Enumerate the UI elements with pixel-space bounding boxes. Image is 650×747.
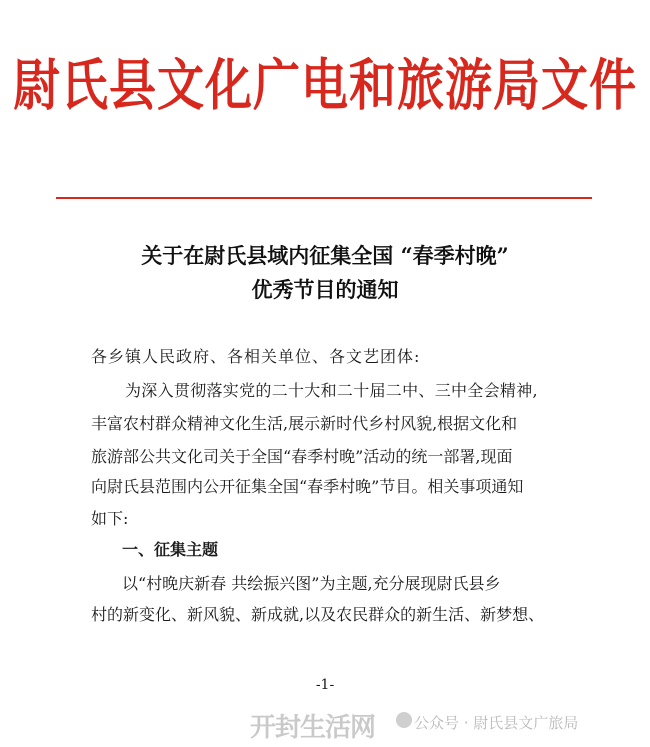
red-divider-rule	[56, 197, 592, 199]
org-header-title: 尉氏县文化广电和旅游局文件	[13, 53, 637, 119]
salutation: 各乡镇人民政府、各相关单位、各文艺团体:	[91, 347, 421, 366]
paragraph-2-line-1: 以“村晚庆新春 共绘振兴图”为主题,充分展现尉氏县乡	[122, 574, 501, 593]
paragraph-1-line-1: 为深入贯彻落实党的二十大和二十届二中、三中全会精神,	[125, 381, 538, 400]
watermark-left: 开封生活网	[250, 713, 376, 743]
wechat-logo-icon	[396, 712, 412, 728]
paragraph-1-line-5: 如下:	[91, 509, 129, 528]
watermark-right: 公众号 · 尉氏县文广旅局	[414, 714, 579, 732]
document-title-line-2: 优秀节目的通知	[251, 277, 399, 302]
paragraph-1-line-4: 向尉氏县范围内公开征集全国“春季村晚”节目。相关事项通知	[91, 477, 524, 496]
paragraph-1-line-2: 丰富农村群众精神文化生活,展示新时代乡村风貌,根据文化和	[91, 414, 518, 433]
paragraph-2-line-2: 村的新变化、新风貌、新成就,以及农民群众的新生活、新梦想、	[91, 605, 545, 624]
document-title-line-1: 关于在尉氏县域内征集全国 “春季村晚”	[141, 243, 509, 268]
paragraph-1-line-3: 旅游部公共文化司关于全国“春季村晚”活动的统一部署,现面	[91, 447, 513, 466]
page-number: -1-	[315, 677, 335, 693]
section-1-heading: 一、征集主题	[122, 540, 219, 559]
